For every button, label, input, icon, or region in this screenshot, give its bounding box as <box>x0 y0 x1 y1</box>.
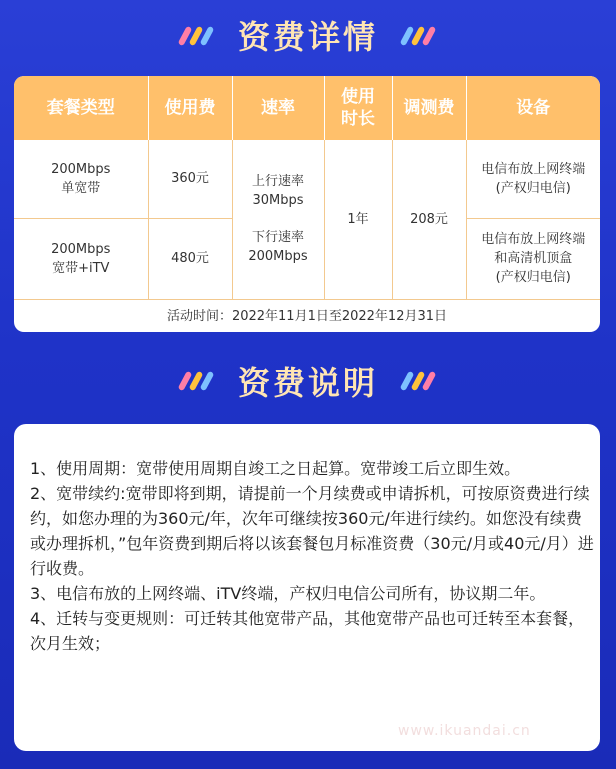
fee-table <box>14 76 600 300</box>
col-header-rate: 速率 <box>232 76 324 140</box>
section-title-fee-details: 资费详情 <box>237 18 378 56</box>
duration-cell: 1年 <box>324 140 392 299</box>
note-item: 3、电信布放的上网终端、iTV终端，产权归电信公司所有，协议期二年。 <box>30 584 546 603</box>
note-item: 4、迁转与变更规则：可迁转其他宽带产品，其他宽带产品也可迁转至本套餐，次月生效； <box>30 609 585 653</box>
fee-table-card <box>14 76 600 332</box>
fee-notes-card <box>14 424 600 751</box>
note-item: 2、宽带续约:宽带即将到期，请提前一个月续费或申请拆机，可按原资费进行续约，如您办理的为360元/年，次年可继续按360元/年进行续约。如您没有续费或办理拆机，”包年资费到期后将以该套餐包月标准资费（30元/月或40元/月）进行收费。 <box>30 484 594 578</box>
device-cell: 电信布放上网终端 (产权归电信) <box>466 140 600 218</box>
plan-cell: 200Mbps 单宽带 <box>14 140 148 218</box>
title-decoration-right-icon <box>398 367 438 393</box>
col-header-fee: 使用费 <box>148 76 232 140</box>
fee-cell: 480元 <box>148 218 232 299</box>
rate-down-text: 下行速率 200Mbps <box>248 230 308 265</box>
plan-cell: 200Mbps 宽带+iTV <box>14 218 148 299</box>
watermark: www.ikuandai.cn <box>398 723 531 739</box>
col-header-plan: 套餐类型 <box>14 76 148 140</box>
note-item: 1、使用周期：宽带使用周期自竣工之日起算。宽带竣工后立即生效。 <box>30 459 521 478</box>
table-row <box>14 140 600 218</box>
setup-fee-cell: 208元 <box>392 140 466 299</box>
table-header-row <box>14 76 600 140</box>
col-header-setup-fee: 调测费 <box>392 76 466 140</box>
activity-period: 活动时间：2022年11月1日至2022年12月31日 <box>166 308 448 324</box>
rate-up-text: 上行速率 30Mbps <box>251 174 304 209</box>
title-decoration-right-icon <box>398 22 438 48</box>
section-title-fee-notes: 资费说明 <box>237 364 378 402</box>
col-header-duration: 使用 时长 <box>324 76 392 140</box>
col-header-device: 设备 <box>466 76 600 140</box>
fee-cell: 360元 <box>148 140 232 218</box>
device-cell: 电信布放上网终端 和高清机顶盒 (产权归电信) <box>466 218 600 299</box>
rate-cell <box>232 140 324 299</box>
